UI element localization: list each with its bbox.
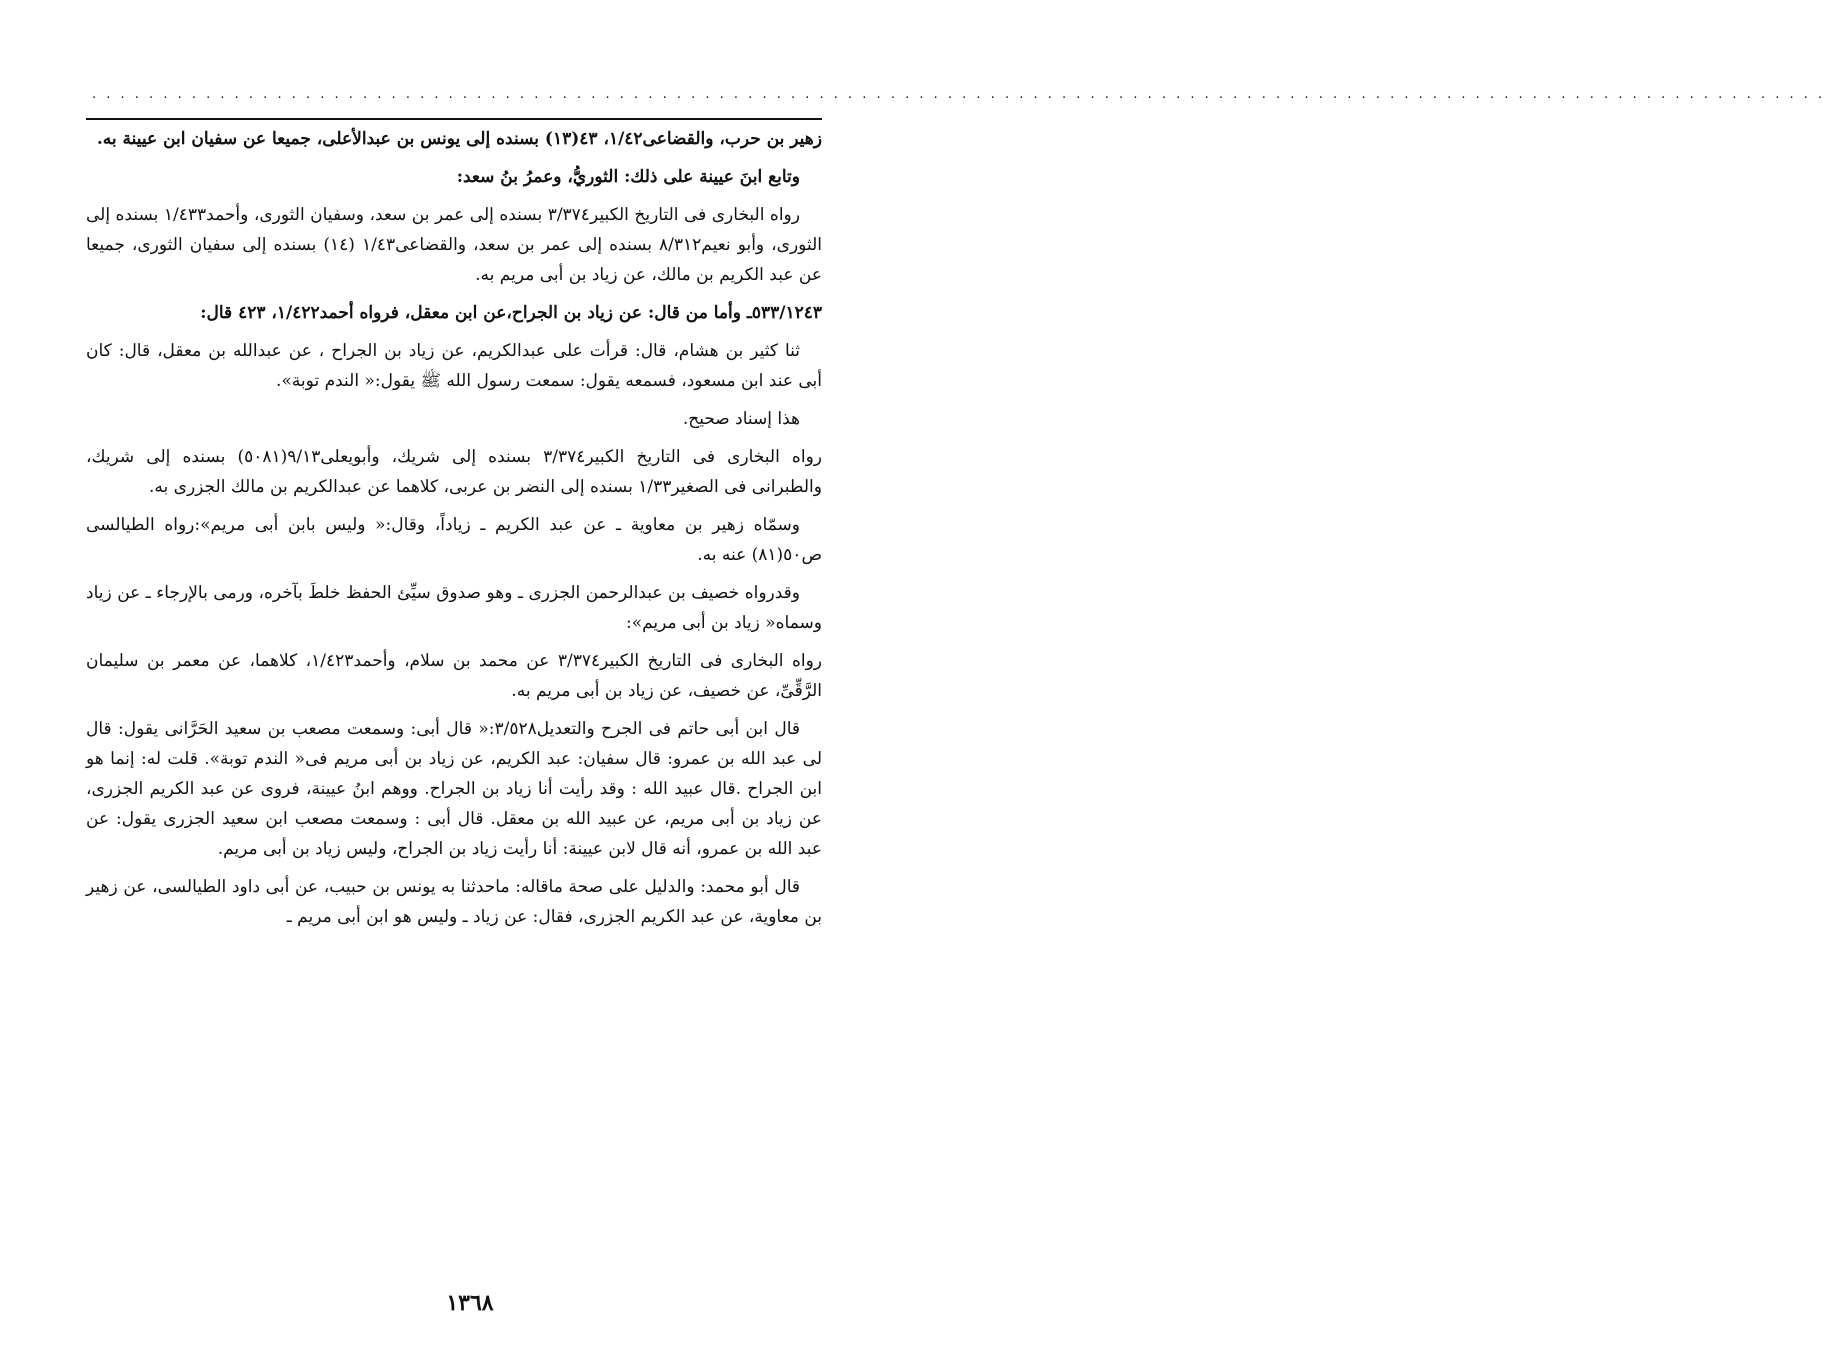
paragraph-7: رواه البخارى فى التاريخ الكبير٣/٣٧٤ بسنده إلى شريك، وأبويعلى٩/١٣(٥٠٨١) بسنده إلى شريك، والطبرانى فى الصغير١/٣٣ بسنده إلى النضر بن عربى، كلاهما عن عبدالكريم بن مالك الجزرى به. [86,447,822,497]
page-body [86,124,822,1274]
paragraph-3: رواه البخارى فى التاريخ الكبير٣/٣٧٤ بسنده إلى عمر بن سعد، وسفيان الثورى، وأحمد١/٤٣٣ بسنده إلى الثورى، وأبو نعيم٨/٣١٢ بسنده إلى عمر بن سعد، والقضاعى١/٤٣ (١٤) بسنده إلى سفيان الثورى، جميعا عن عبد الكريم بن مالك، عن زياد بن أبى مريم به. [86,205,822,285]
header-dotted-line: . . . . . . . . . . . . . . . . . . . . . . . . . . . . . . . . . . . . . . . . . . . . . . . . . . . . . . . . . . . . . . . . . . . . . . . . . . . . . . . . . . . . . . . . . . . . . . . . . . . . . . . . . . . . . . . . . . . . . . . . . . [92,87,1825,102]
paragraph-1: زهير بن حرب، والقضاعى١/٤٢، ٤٣(١٣) بسنده إلى يونس بن عبدالأعلى، جميعا عن سفيان ابن عيينة به. [96,129,822,149]
paragraph-2: وتابع ابنَ عيينة على ذلك: الثوريُّ، وعمرُ بنُ سعد: [456,167,800,187]
paragraph-12: قال أبو محمد: والدليل على صحة ماقاله: ماحدثنا به يونس بن حبيب، عن أبى داود الطيالسى، عن زهير بن معاوية، عن عبد الكريم الجزرى، فقال: عن زياد ـ وليس هو ابن أبى مريم ـ [86,877,822,927]
paragraph-9: وقدرواه خصيف بن عبدالرحمن الجزرى ـ وهو صدوق سيِّئ الحفظ خلطَ بآخره، ورمى بالإرجاء ـ عن زياد وسماه« زياد بن أبى مريم»: [86,583,822,633]
paragraph-4: ٥٣٣/١٢٤٣ـ وأما من قال: عن زياد بن الجراح،عن ابن معقل، فرواه أحمد١/٤٢٢، ٤٢٣ قال: [200,303,822,323]
paragraph-5: ثنا كثير بن هشام، قال: قرأت على عبدالكريم، عن زياد بن الجراح ، عن عبدالله بن معقل، قال: كان أبى عند ابن مسعود، فسمعه يقول: سمعت رسول الله ﷺ يقول:« الندم توبة». [86,341,822,391]
paragraph-6: هذا إسناد صحيح. [682,409,800,429]
header-rule [86,118,822,120]
paragraph-10: رواه البخارى فى التاريخ الكبير٣/٣٧٤ عن محمد بن سلام، وأحمد١/٤٢٣، كلاهما، عن معمر بن سليمان الرَّقِّىِّ، عن خصيف، عن زياد بن أبى مريم به. [86,651,822,701]
paragraph-8: وسمّاه زهير بن معاوية ـ عن عبد الكريم ـ زياداً، وقال:« وليس بابن أبى مريم»:رواه الطيالسى ص٥٠(٨١) عنه به. [86,515,822,565]
page-number: ١٣٦٨ [446,1290,494,1316]
paragraph-11: قال ابن أبى حاتم فى الجرح والتعديل٣/٥٢٨:« قال أبى: وسمعت مصعب بن سعيد الحَرَّانى يقول: قال لى عبد الله بن عمرو: قال سفيان: عبد الكريم، عن زياد بن أبى مريم فى« الندم توبة». قلت له: إنما هو ابن الجراح .قال عبيد الله : وقد رأيت أنا زياد بن الجراح. ووهم ابنُ عيينة، فروى عن عبد الكريم الجزرى، عن زياد بن أبى مريم، عن عبيد الله بن معقل. قال أبى : وسمعت مصعب ابن سعيد الجزرى يقول: عن عبد الله بن عمرو، أنه قال لابن عيينة: أنا رأيت زياد بن الجراح، وليس زياد بن أبى مريم. [86,719,822,859]
